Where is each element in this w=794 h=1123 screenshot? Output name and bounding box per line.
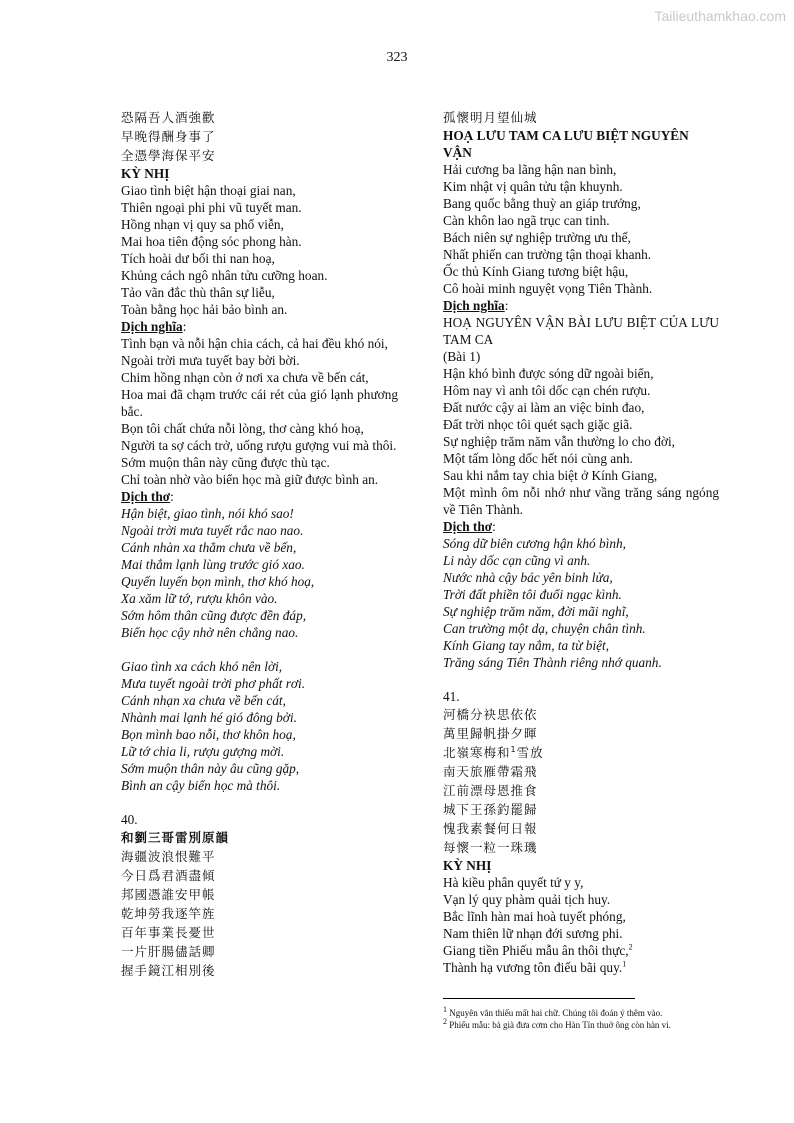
footnote-ref: 1: [510, 744, 517, 754]
verse-line: Trăng sáng Tiên Thành riêng nhớ quanh.: [443, 655, 662, 670]
translation-line: Một mình ôm nỗi nhớ như vầng trăng sáng ngóng về Tiên Thành.: [443, 485, 719, 517]
verse-line: Nhành mai lạnh hé gió đông bởi.: [121, 710, 297, 725]
footnote-ref: 2: [628, 942, 633, 952]
verse-line: Cánh nhạn xa chưa về bến cát,: [121, 693, 286, 708]
poem-line: Hà kiều phân quyết tứ y y,: [443, 875, 584, 890]
translation-line: Hôm nay vì anh tôi dốc cạn chén rượu.: [443, 383, 651, 398]
poem-line: Thiên ngoại phi phi vũ tuyết man.: [121, 200, 302, 215]
footnote-ref: 1: [622, 959, 627, 969]
poem-line: Khủng cách ngô nhân tửu cưỡng hoan.: [121, 268, 328, 283]
watermark: Tailieuthamkhao.com: [654, 8, 786, 24]
verse-line: Xa xăm lữ tớ, rượu khôn vào.: [121, 591, 278, 606]
poem-line: Kim nhật vị quân tửu tận khuynh.: [443, 179, 623, 194]
han-line: 邦國憑誰安甲帳: [121, 887, 216, 902]
han-line: 河橋分袂思依依: [443, 707, 538, 722]
poem-line: Vạn lý quy phàm quải tịch huy.: [443, 892, 611, 907]
translation-line: Một tấm lòng dốc hết nói cùng anh.: [443, 451, 633, 466]
poem-line: Bắc lĩnh hàn mai hoà tuyết phóng,: [443, 909, 626, 924]
poem-line: Tảo vãn đắc thù thân sự liễu,: [121, 285, 275, 300]
verse-line: Can trường một dạ, chuyện chân tình.: [443, 621, 646, 636]
right-column: [443, 108, 719, 976]
translation-line: Bọn tôi chất chứa nỗi lòng, thơ càng khó hoạ,: [121, 421, 364, 436]
ky-nhi-heading: KỲ NHỊ: [121, 166, 170, 181]
poem-line: Hải cương ba lãng hận nan bình,: [443, 162, 617, 177]
translation-line: Đất nước cậy ai làm an việc binh đao,: [443, 400, 645, 415]
poem-number: 41.: [443, 689, 460, 704]
verse-line: Li này dốc cạn cũng vì anh.: [443, 553, 591, 568]
han-line: 一片肝腸儘話卿: [121, 944, 216, 959]
verse-line: Biển học cậy nhờ nên chẳng nao.: [121, 625, 299, 640]
translation-line: Chỉ toàn nhờ vào biển học mà giữ được bình an.: [121, 472, 379, 487]
han-line: 城下王孫釣罷歸: [443, 802, 538, 817]
poem-title: HOẠ LƯU TAM CA LƯU BIỆT NGUYÊN VẬN: [443, 128, 689, 160]
poem-line: Tích hoài dư bối thi nan hoạ,: [121, 251, 275, 266]
dich-nghia-heading: Dịch nghĩa:: [443, 298, 509, 313]
verse-line: Lữ tớ chia li, rượu gượng mời.: [121, 744, 285, 759]
dich-tho-heading: Dịch thơ:: [121, 489, 174, 504]
han-line: 百年事業長憂世: [121, 925, 216, 940]
han-line: 北嶺寒梅和$^1$雪放: [443, 744, 544, 760]
verse-line: Hận biệt, giao tình, nói khó sao!: [121, 506, 294, 521]
verse-line: Trời đất phiền tôi đuổi ngạc kình.: [443, 587, 622, 602]
verse-line: Bọn mình bao nỗi, thơ khôn hoạ,: [121, 727, 296, 742]
poem-line: Thành hạ vương tôn điếu bãi quy.$^1$: [443, 959, 627, 975]
verse-line: Ngoài trời mưa tuyết rắc nao nao.: [121, 523, 304, 538]
ky-nhi-heading: KỲ NHỊ: [443, 858, 492, 873]
verse-line: Mưa tuyết ngoài trời phơ phất rơi.: [121, 676, 306, 691]
verse-line: Kính Giang tay nắm, ta từ biệt,: [443, 638, 610, 653]
han-title: 和劉三哥雷別原韻: [121, 830, 230, 845]
poem-line: Càn khôn lao ngã trục can tinh.: [443, 213, 610, 228]
translation-line: Sớm muộn thân này cũng được thù tạc.: [121, 455, 330, 470]
han-line: 萬里歸帆掛夕暉: [443, 726, 538, 741]
poem-line: Mai hoa tiên động sóc phong hàn.: [121, 234, 302, 249]
dich-tho-heading: Dịch thơ:: [443, 519, 496, 534]
verse-line: Sóng dữ biên cương hận khó bình,: [443, 536, 626, 551]
translation-line: Chim hồng nhạn còn ở nơi xa chưa về bến cát,: [121, 370, 369, 385]
translation-line: Sau khi nắm tay chia biệt ở Kính Giang,: [443, 468, 658, 483]
verse-line: Sớm hôm thân cũng được đền đáp,: [121, 608, 307, 623]
verse-line: Giao tình xa cách khó nên lời,: [121, 659, 283, 674]
han-line: 乾坤勞我逐竿旌: [121, 906, 216, 921]
verse-line: Sớm muộn thân này âu cũng gặp,: [121, 761, 300, 776]
poem-line: Ốc thủ Kính Giang tương biệt hậu,: [443, 264, 629, 279]
verse-line: Quyến luyến bọn mình, thơ khó hoạ,: [121, 574, 315, 589]
han-line: 握手鏡江相別後: [121, 963, 216, 978]
poem-line: Toàn bằng học hải bảo bình an.: [121, 302, 288, 317]
dich-nghia-heading: Dịch nghĩa:: [121, 319, 187, 334]
verse-line: Sự nghiệp trăm năm, đời mãi nghĩ,: [443, 604, 629, 619]
han-line: 早晚得酬身事了: [121, 129, 216, 144]
translation-line: Hận khó bình được sóng dữ ngoài biển,: [443, 366, 654, 381]
han-line: 海疆波浪恨難平: [121, 849, 216, 864]
poem-line: Giao tình biệt hận thoại giai nan,: [121, 183, 296, 198]
han-line: 江前漂母恩推食: [443, 783, 538, 798]
verse-line: Nước nhà cậy bác yên binh lửa,: [443, 570, 613, 585]
poem-line: Cô hoài minh nguyệt vọng Tiên Thành.: [443, 281, 653, 296]
han-line: 南天旅雁帶霜飛: [443, 764, 538, 779]
han-line: 愧我素餐何日報: [443, 821, 538, 836]
left-column: [121, 108, 398, 980]
poem-line: Hồng nhạn vị quy sa phố viễn,: [121, 217, 284, 232]
poem-line: Giang tiền Phiếu mẫu ân thôi thực,$^2$: [443, 942, 633, 958]
poem-line: Nam thiên lữ nhạn đới sương phi.: [443, 926, 623, 941]
poem-number: 40.: [121, 812, 138, 827]
footnote: $^1$ Nguyên văn thiếu mất hai chữ. Chúng tôi đoán ý thêm vào.: [443, 1005, 663, 1018]
footnote-rule: [443, 998, 635, 999]
han-line: 全憑學海保平安: [121, 148, 216, 163]
han-line: 孤懷明月望仙城: [443, 110, 538, 125]
han-line: 每懷一粒一珠璣: [443, 840, 538, 855]
translation-line: Người ta sợ cách trở, uống rượu gượng vui mà thôi.: [121, 438, 397, 453]
verse-line: Mai thắm lạnh lùng trước gió xao.: [121, 557, 305, 572]
poem-line: Bách niên sự nghiệp trường ưu thế,: [443, 230, 631, 245]
translation-line: Tình bạn và nỗi hận chia cách, cả hai đều khó nói,: [121, 336, 388, 351]
translation-line: Sự nghiệp trăm năm vẫn thường lo cho đời,: [443, 434, 675, 449]
verse-line: Bình an cậy biển học mà thôi.: [121, 778, 281, 793]
poem-line: Nhất phiến can trường tận thoại khanh.: [443, 247, 652, 262]
translation-line: Ngoài trời mưa tuyết bay bời bời.: [121, 353, 300, 368]
translation-title: HOẠ NGUYÊN VẬN BÀI LƯU BIỆT CỦA LƯU TAM CA: [443, 315, 719, 347]
translation-line: Hoa mai đã chạm trước cái rét của gió lạnh phương bắc.: [121, 387, 398, 419]
page-number: 323: [386, 50, 408, 65]
poem-line: Bang quốc bằng thuỳ an giáp trướng,: [443, 196, 641, 211]
verse-line: Cánh nhàn xa thẳm chưa về bến,: [121, 540, 297, 555]
han-line: 今日爲君酒盡傾: [121, 868, 216, 883]
translation-line: Đất trời nhọc tôi quét sạch giặc giã.: [443, 417, 633, 432]
han-line: 恐隔吾人酒強歡: [121, 110, 216, 125]
footnote: $^2$ Phiếu mẫu: bà già đưa cơm cho Hàn Tín thuở ông còn hàn vi.: [443, 1017, 671, 1030]
bai-label: (Bài 1): [443, 349, 481, 364]
